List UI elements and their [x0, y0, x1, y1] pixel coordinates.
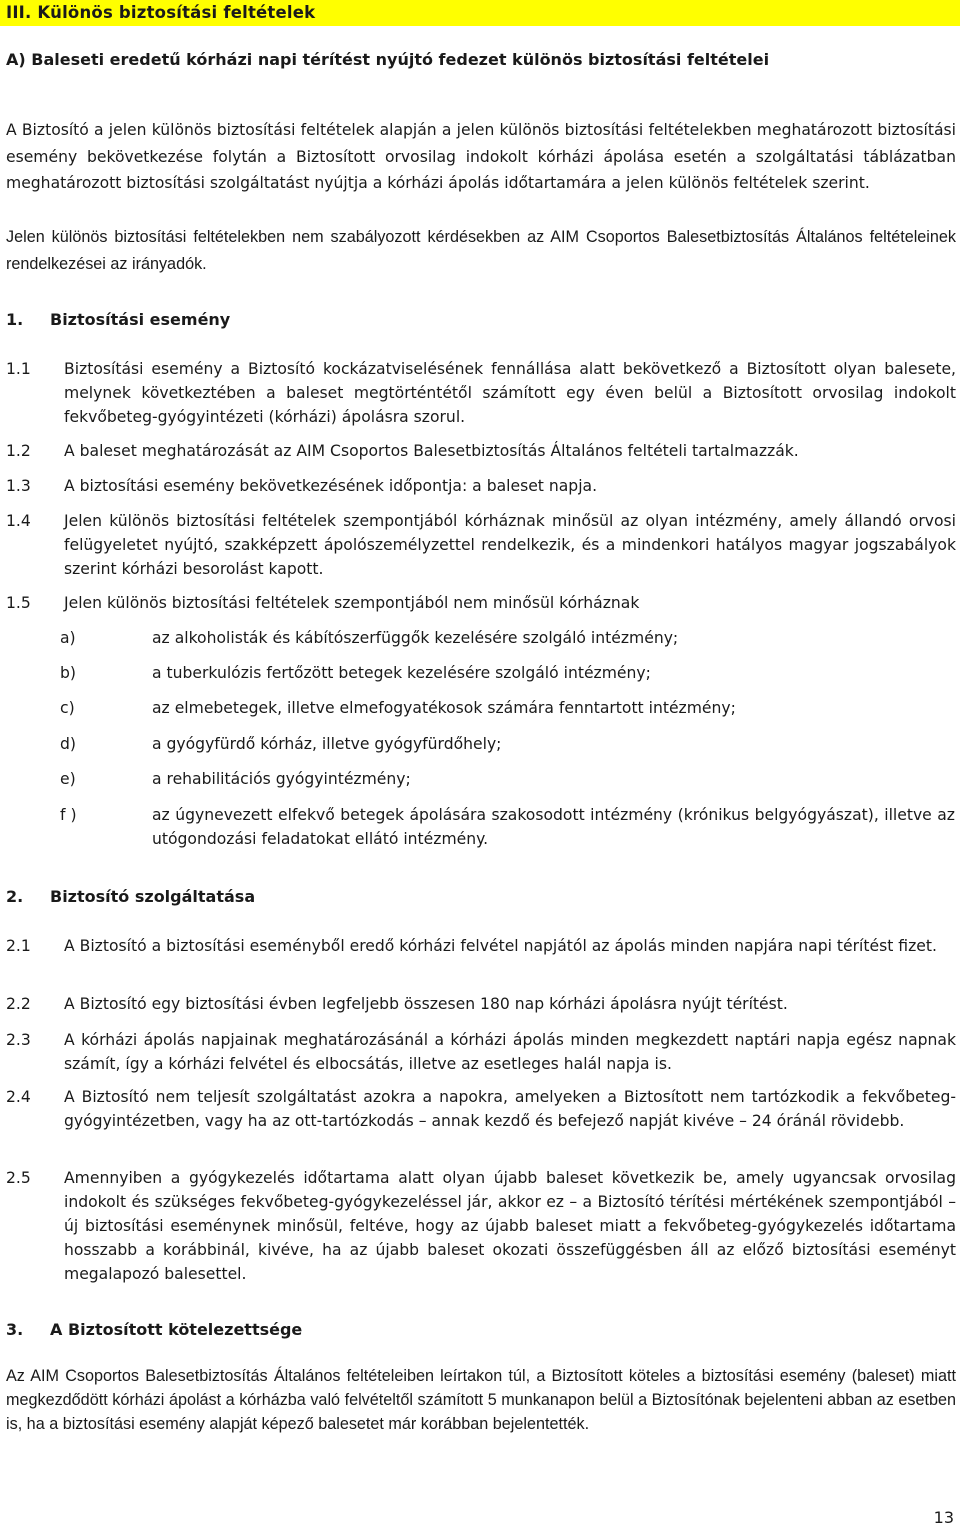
section-a-title: A) Baleseti eredetű kórházi napi térítést nyújtó fedezet különös biztosítási feltételei	[6, 50, 770, 69]
item-text: A Biztosító a biztosítási eseményből eredő kórházi felvétel napjától az ápolás minden napjára napi térítést fizet.	[64, 937, 937, 955]
sub-item-text: az alkoholisták és kábítószerfüggők kezelésére szolgáló intézmény;	[152, 629, 679, 647]
section-heading-3	[6, 1320, 302, 1339]
section-number: 1.	[6, 310, 24, 329]
item-text: Biztosítási esemény a Biztosító kockázatviselésének fennállása alatt bekövetkező a Biztosított olyan balesete, melynek következtében a baleset megtörténtétől számított egy éven belül a Biztosított orvosilag indokolt fekvőbeteg-gyógyintézeti (kórházi) ápolásra szorul.	[64, 360, 956, 426]
sub-item-text: a tuberkulózis fertőzött betegek kezelésére szolgáló intézmény;	[152, 664, 651, 682]
sub-item-letter: a)	[60, 629, 76, 647]
sub-item-text: a gyógyfürdő kórház, illetve gyógyfürdőhely;	[152, 735, 502, 753]
item-number: 1.4	[6, 512, 31, 530]
item-number: 1.1	[6, 360, 31, 378]
intro-paragraph: Jelen különös biztosítási feltételekben nem szabályozott kérdésekben az AIM Csoportos Balesetbiztosítás Általános feltételeinek rendelkezései az irányadók.	[6, 228, 956, 273]
section-title: Biztosító szolgáltatása	[50, 887, 256, 906]
item-text: Jelen különös biztosítási feltételek szempontjából kórháznak minősül az olyan intézmény, amely állandó orvosi felügyeletet nyújtó, szakképzett ápolószemélyzettel rendelkezik, és a mindenkori hatályos magyar jogszabályok szerint kórházi besorolást kapott.	[64, 512, 956, 578]
section-paragraph: Az AIM Csoportos Balesetbiztosítás Általános feltételeiben leírtakon túl, a Biztosított köteles a biztosítási esemény (baleset) miatt megkezdődött kórházi ápolást a kórházba való felvételtől számított 5 munkanapon belül a Biztosítónak bejelenteni abban az esetben is, ha a biztosítási esemény alapját képező balesetet már korábban bejelentették.	[6, 1367, 956, 1433]
item-text: A Biztosító egy biztosítási évben legfeljebb összesen 180 nap kórházi ápolásra nyújt térítést.	[64, 995, 788, 1013]
item-text: A kórházi ápolás napjainak meghatározásánál a kórházi ápolás minden megkezdett naptári napja egész napnak számít, így a kórházi felvétel és elbocsátás, illetve az esetleges halál napja is.	[64, 1031, 956, 1073]
item-text: A baleset meghatározását az AIM Csoportos Balesetbiztosítás Általános feltételi tartalmazzák.	[64, 442, 799, 460]
section-number: 2.	[6, 887, 24, 906]
item-text: A Biztosító nem teljesít szolgáltatást azokra a napokra, amelyeken a Biztosított nem tartózkodik a fekvőbeteg-gyógyintézetben, vagy ha az ott-tartózkodás – annak kezdő és befejező napját kivéve – 24 óránál rövidebb.	[64, 1088, 956, 1130]
page-title: III. Különös biztosítási feltételek	[6, 3, 316, 22]
item-text: Jelen különös biztosítási feltételek szempontjából nem minősül kórháznak	[64, 594, 640, 612]
item-number: 2.3	[6, 1031, 31, 1049]
page-number: 13	[933, 1508, 954, 1527]
section-title: A Biztosított kötelezettsége	[50, 1320, 303, 1339]
sub-item-text: a rehabilitációs gyógyintézmény;	[152, 770, 411, 788]
sub-item-letter: f )	[60, 806, 77, 824]
item-number: 1.5	[6, 594, 31, 612]
sub-item-letter: c)	[60, 699, 75, 717]
section-heading-2	[6, 887, 255, 906]
item-number: 2.4	[6, 1088, 31, 1106]
item-number: 1.3	[6, 477, 31, 495]
item-text: A biztosítási esemény bekövetkezésének időpontja: a baleset napja.	[64, 477, 598, 495]
sub-item-text: az elmebetegek, illetve elmefogyatékosok számára fenntartott intézmény;	[152, 699, 736, 717]
item-text: Amennyiben a gyógykezelés időtartama alatt olyan újabb baleset következik be, amely ugyancsak orvosilag indokolt és szükséges fekvőbeteg-gyógykezeléssel jár, akkor ez – a Biztosító térítési mértékének szempontjából – új biztosítási eseménynek minősül, feltéve, hogy az újabb baleset miatt a fekvőbeteg-gyógykezelés időtartama hosszabb a korábbinál, kivéve, ha az újabb baleset okozati összefüggésben áll az előző biztosítási eseményt megalapozó balesettel.	[64, 1169, 956, 1283]
intro-paragraph: A Biztosító a jelen különös biztosítási feltételek alapján a jelen különös biztosítási feltételekben meghatározott biztosítási esemény bekövetkezése folytán a Biztosított orvosilag indokolt kórházi ápolása esetén a szolgáltatási táblázatban meghatározott biztosítási szolgáltatást nyújtja a kórházi ápolás időtartamára a jelen különös feltételek szerint.	[6, 121, 956, 192]
section-heading-1	[6, 310, 230, 329]
item-number: 2.1	[6, 937, 31, 955]
sub-item-letter: b)	[60, 664, 76, 682]
item-number: 1.2	[6, 442, 31, 460]
section-number: 3.	[6, 1320, 24, 1339]
sub-item-letter: d)	[60, 735, 76, 753]
sub-item-letter: e)	[60, 770, 76, 788]
item-number: 2.2	[6, 995, 31, 1013]
item-number: 2.5	[6, 1169, 31, 1187]
sub-item-text: az úgynevezett elfekvő betegek ápolására szakosodott intézmény (krónikus belgyógyászat), illetve az utógondozási feladatokat ellátó intézmény.	[152, 806, 955, 848]
section-title: Biztosítási esemény	[50, 310, 231, 329]
